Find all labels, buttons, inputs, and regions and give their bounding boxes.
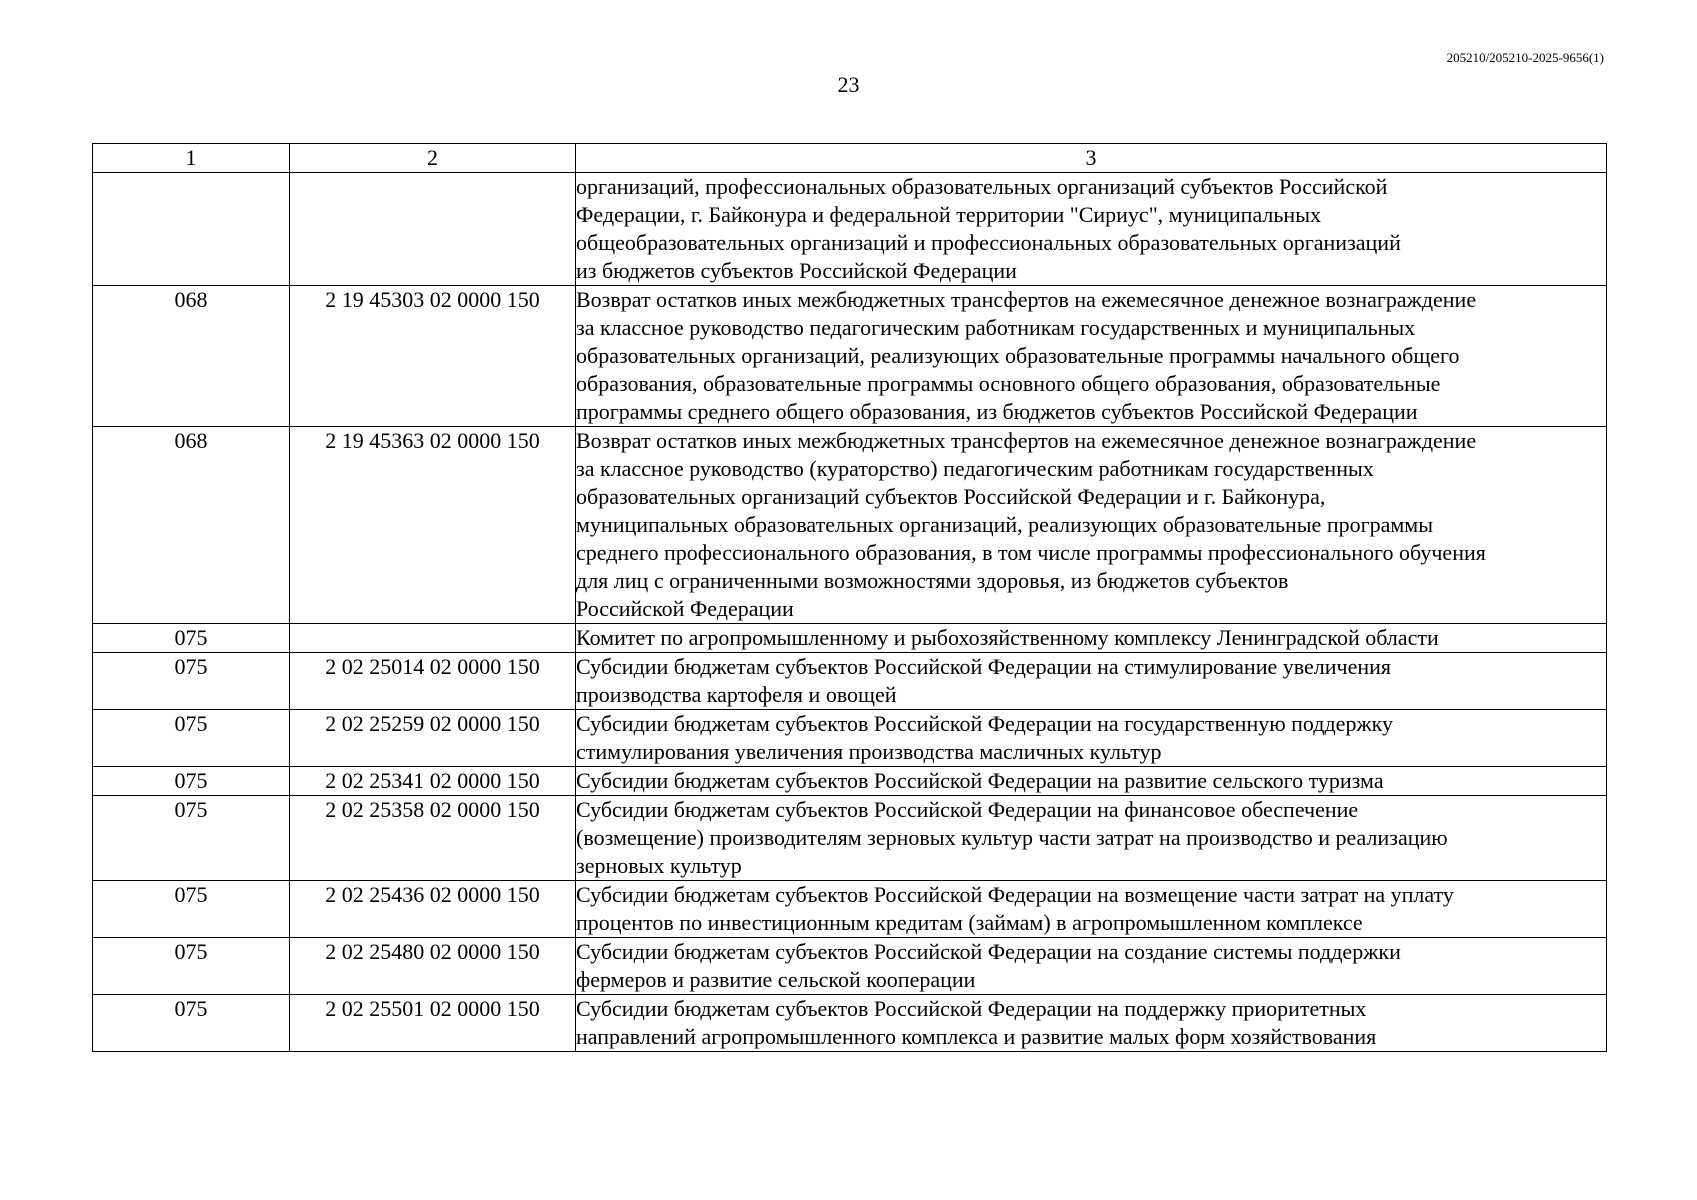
description-line: за классное руководство (кураторство) педагогическим работникам государственных xyxy=(576,456,1374,481)
budget-classification-code-cell xyxy=(290,624,576,653)
table-row xyxy=(93,767,1607,796)
description-line: образовательных организаций, реализующих образовательные программы начального общего xyxy=(576,343,1460,368)
admin-code-cell: 075 xyxy=(93,710,290,767)
column-number-2: 2 xyxy=(290,144,576,173)
table-row xyxy=(93,624,1607,653)
budget-classification-code-cell: 2 02 25480 02 0000 150 xyxy=(290,938,576,995)
description-line: стимулирования увеличения производства масличных культур xyxy=(576,739,1162,764)
column-number-1: 1 xyxy=(93,144,290,173)
description-line: Возврат остатков иных межбюджетных трансфертов на ежемесячное денежное вознаграждение xyxy=(576,287,1477,312)
description-line: из бюджетов субъектов Российской Федерации xyxy=(576,258,1017,283)
admin-code-cell: 075 xyxy=(93,796,290,881)
table-row xyxy=(93,796,1607,881)
budget-classification-code-cell: 2 02 25501 02 0000 150 xyxy=(290,995,576,1052)
description-line: образовательных организаций субъектов Российской Федерации и г. Байконура, xyxy=(576,484,1326,509)
description-line: (возмещение) производителям зерновых культур части затрат на производство и реализацию xyxy=(576,825,1448,850)
description-line: за классное руководство педагогическим работникам государственных и муниципальных xyxy=(576,315,1416,340)
table-row xyxy=(93,938,1607,995)
description-line: Субсидии бюджетам субъектов Российской Федерации на финансовое обеспечение xyxy=(576,797,1359,822)
income-description-cell xyxy=(576,938,1607,995)
page-number: 23 xyxy=(837,72,860,97)
budget-classification-code-cell: 2 02 25436 02 0000 150 xyxy=(290,881,576,938)
document-id: 205210/205210-2025-9656(1) xyxy=(1446,50,1604,65)
budget-classification-code-cell: 2 02 25341 02 0000 150 xyxy=(290,767,576,796)
description-line: общеобразовательных организаций и профессиональных образовательных организаций xyxy=(576,230,1401,255)
admin-code-cell: 075 xyxy=(93,653,290,710)
income-description-cell xyxy=(576,624,1607,653)
budget-classification-code-cell xyxy=(290,173,576,286)
income-description-cell xyxy=(576,881,1607,938)
description-line: направлений агропромышленного комплекса и развитие малых форм хозяйствования xyxy=(576,1024,1377,1049)
budget-codes-table xyxy=(92,143,1607,1052)
table-header xyxy=(93,144,1607,173)
income-description-cell xyxy=(576,995,1607,1052)
description-line: зерновых культур xyxy=(576,853,742,878)
income-description-cell xyxy=(576,286,1607,427)
income-description-cell xyxy=(576,427,1607,624)
description-line: Федерации, г. Байконура и федеральной территории "Сириус", муниципальных xyxy=(576,202,1321,227)
column-number-3: 3 xyxy=(576,144,1607,173)
budget-classification-code-cell: 2 02 25259 02 0000 150 xyxy=(290,710,576,767)
description-line: Субсидии бюджетам субъектов Российской Федерации на поддержку приоритетных xyxy=(576,996,1367,1021)
description-line: Субсидии бюджетам субъектов Российской Федерации на развитие сельского туризма xyxy=(576,768,1384,793)
description-line: производства картофеля и овощей xyxy=(576,682,897,707)
income-description-cell xyxy=(576,796,1607,881)
description-line: программы среднего общего образования, из бюджетов субъектов Российской Федерации xyxy=(576,399,1418,424)
table-row xyxy=(93,881,1607,938)
admin-code-cell xyxy=(93,173,290,286)
admin-code-cell: 068 xyxy=(93,427,290,624)
description-line: Субсидии бюджетам субъектов Российской Федерации на возмещение части затрат на уплату xyxy=(576,882,1454,907)
description-line: для лиц с ограниченными возможностями здоровья, из бюджетов субъектов xyxy=(576,568,1289,593)
income-description-cell xyxy=(576,767,1607,796)
admin-code-cell: 068 xyxy=(93,286,290,427)
admin-code-cell: 075 xyxy=(93,767,290,796)
description-line: Субсидии бюджетам субъектов Российской Федерации на государственную поддержку xyxy=(576,711,1394,736)
income-description-cell xyxy=(576,173,1607,286)
description-line: фермеров и развитие сельской кооперации xyxy=(576,967,976,992)
description-line: среднего профессионального образования, в том числе программы профессионального обучения xyxy=(576,540,1486,565)
description-line: Субсидии бюджетам субъектов Российской Федерации на создание системы поддержки xyxy=(576,939,1401,964)
description-line: образования, образовательные программы основного общего образования, образовательные xyxy=(576,371,1441,396)
table-body xyxy=(93,173,1607,1052)
budget-classification-code-cell: 2 19 45303 02 0000 150 xyxy=(290,286,576,427)
description-line: Субсидии бюджетам субъектов Российской Федерации на стимулирование увеличения xyxy=(576,654,1391,679)
description-line: Возврат остатков иных межбюджетных трансфертов на ежемесячное денежное вознаграждение xyxy=(576,428,1477,453)
income-description-cell xyxy=(576,710,1607,767)
admin-code-cell: 075 xyxy=(93,624,290,653)
admin-code-cell: 075 xyxy=(93,881,290,938)
budget-classification-code-cell: 2 02 25358 02 0000 150 xyxy=(290,796,576,881)
description-line: Российской Федерации xyxy=(576,596,794,621)
table-row xyxy=(93,995,1607,1052)
header-row xyxy=(93,144,1607,173)
table-row xyxy=(93,286,1607,427)
admin-code-cell: 075 xyxy=(93,938,290,995)
description-line: организаций, профессиональных образовательных организаций субъектов Российской xyxy=(576,174,1388,199)
description-line: муниципальных образовательных организаций, реализующих образовательные программы xyxy=(576,512,1434,537)
description-line: процентов по инвестиционным кредитам (займам) в агропромышленном комплексе xyxy=(576,910,1363,935)
description-line: Комитет по агропромышленному и рыбохозяйственному комплексу Ленинградской области xyxy=(576,625,1439,650)
income-description-cell xyxy=(576,653,1607,710)
table-row xyxy=(93,653,1607,710)
table-row xyxy=(93,710,1607,767)
table-row xyxy=(93,173,1607,286)
budget-classification-code-cell: 2 02 25014 02 0000 150 xyxy=(290,653,576,710)
admin-code-cell: 075 xyxy=(93,995,290,1052)
budget-classification-code-cell: 2 19 45363 02 0000 150 xyxy=(290,427,576,624)
table-row xyxy=(93,427,1607,624)
